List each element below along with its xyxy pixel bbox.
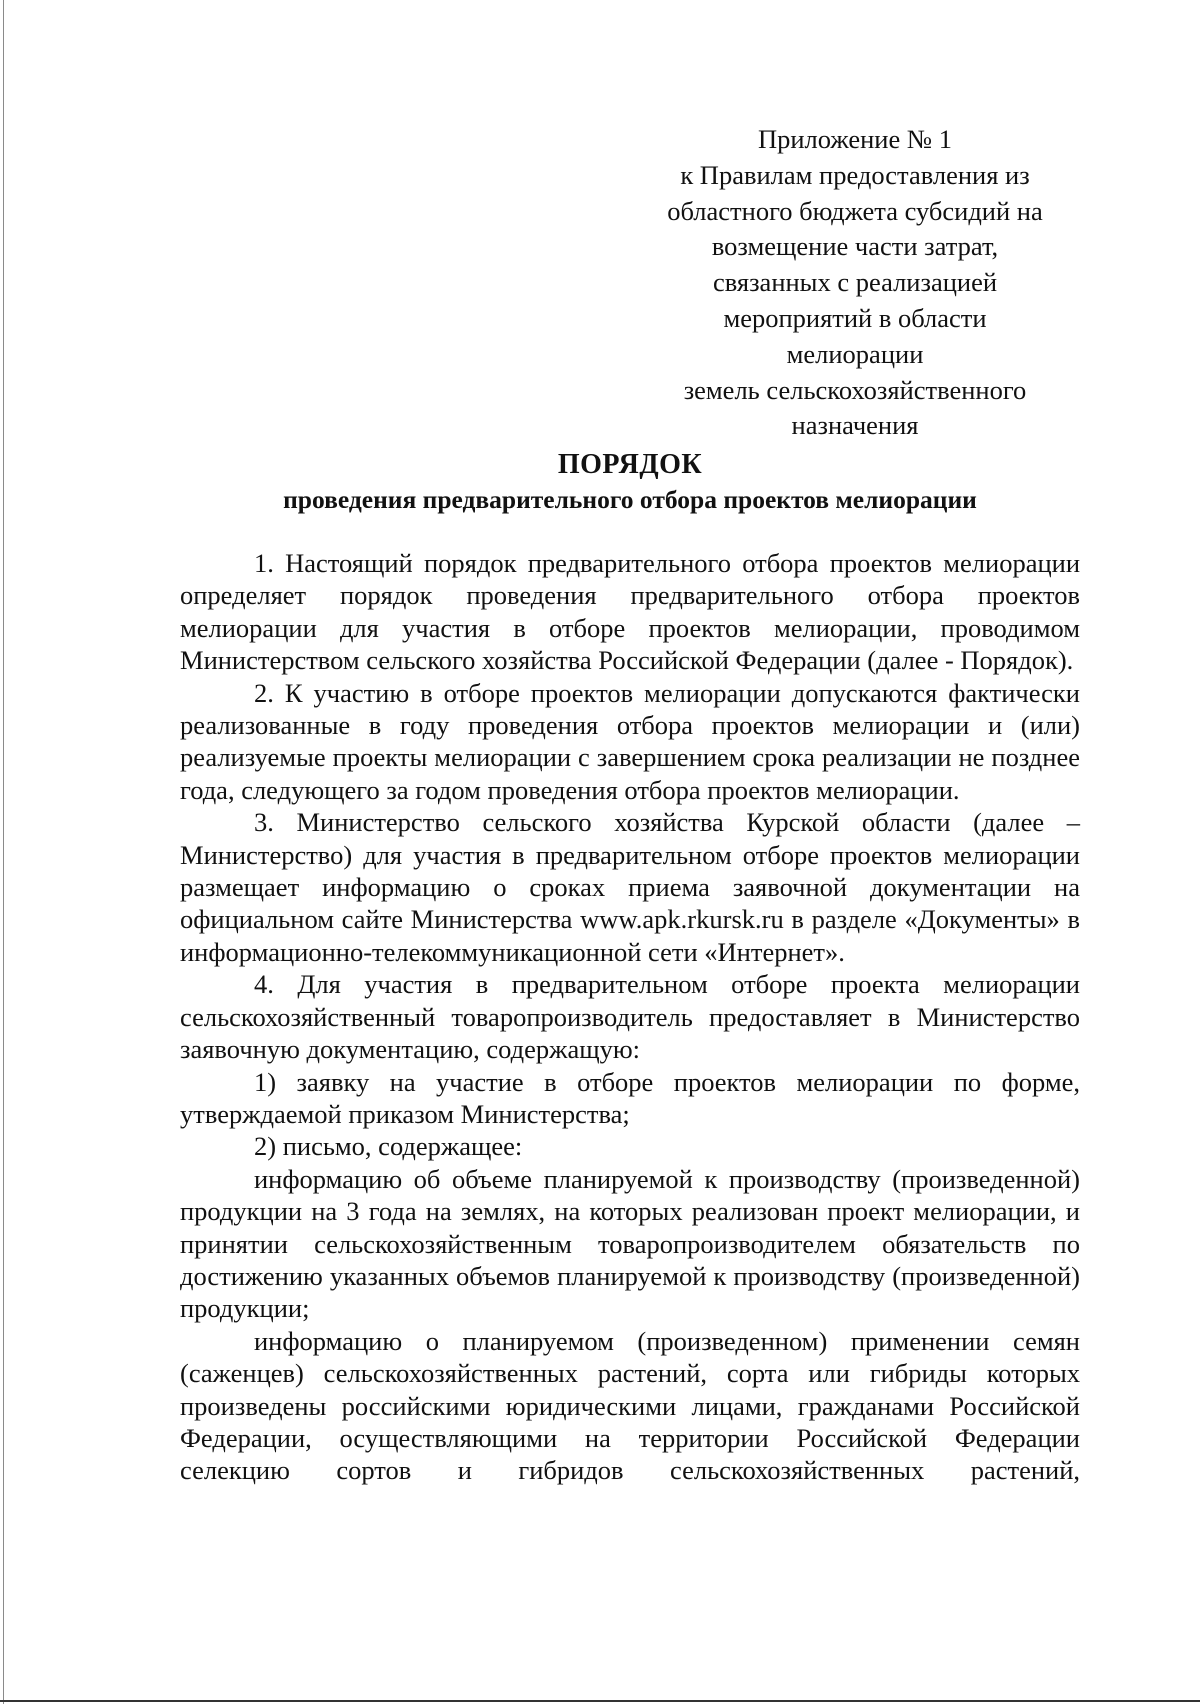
scan-left-edge-line xyxy=(3,0,4,1704)
letter-clause-seeds: информацию о планируемом (произведенном) применении семян (саженцев) сельскохозяйственных растений, сорта или гибриды которых произведены российскими юридическими лицами, гражданами Российской Федерации, осуществляющими на территории Российской Федерации селекцию сортов и гибридов сельскохозяйственных растений, xyxy=(180,1325,1080,1486)
letter-clause-output-volume: информацию об объеме планируемой к производству (произведенной) продукции на 3 года на землях, на которых реализован проект мелиорации, и принятии сельскохозяйственным товаропроизводителем обязательств по достижению указанных объемов планируемой к производству (произведенной) продукции; xyxy=(180,1163,1080,1324)
document-title: ПОРЯДОК xyxy=(557,449,703,480)
paragraph-4-item-1: 1) заявку на участие в отборе проектов мелиорации по форме, утверждаемой приказом Министерства; xyxy=(180,1066,1080,1129)
annex-line: назначения xyxy=(791,410,919,441)
annex-line: мероприятий в области xyxy=(723,302,987,333)
scan-bottom-edge-line xyxy=(0,1700,1200,1702)
document-body xyxy=(180,547,1080,1487)
annex-header xyxy=(635,122,1075,444)
paragraph-4: 4. Для участия в предварительном отборе проекта мелиорации сельскохозяйственный товаропроизводитель предоставляет в Министерство заявочную документацию, содержащую: xyxy=(180,969,1080,1065)
paragraph-1: 1. Настоящий порядок предварительного отбора проектов мелиорации определяет порядок проведения предварительного отбора проектов мелиорации для участия в отборе проектов мелиорации, проводимом Министерством сельского хозяйства Российской Федерации (далее - Порядок). xyxy=(180,548,1080,676)
annex-line: возмещение части затрат, xyxy=(711,231,999,262)
paragraph-3: 3. Министерство сельского хозяйства Курской области (далее – Министерство) для участия в предварительном отборе проектов мелиорации размещает информацию о сроках приема заявочной документации на официальном сайте Министерства www.apk.rkursk.ru в разделе «Документы» в информационно-телекоммуникационной сети «Интернет». xyxy=(180,807,1080,967)
annex-line: к Правилам предоставления из xyxy=(680,159,1030,190)
annex-line: связанных с реализацией xyxy=(712,267,998,298)
document-subtitle: проведения предварительного отбора проектов мелиорации xyxy=(283,485,977,514)
annex-line: мелиорации xyxy=(786,338,924,369)
annex-line: областного бюджета субсидий на xyxy=(667,195,1043,226)
annex-line: Приложение № 1 xyxy=(757,124,952,154)
paragraph-2: 2. К участию в отборе проектов мелиорации допускаются фактически реализованные в году проведения отбора проектов мелиорации и (или) реализуемые проекты мелиорации с завершением срока реализации не позднее года, следующего за годом проведения отбора проектов мелиорации. xyxy=(180,677,1080,805)
paragraph-4-item-2: 2) письмо, содержащее: xyxy=(254,1131,523,1162)
annex-line: земель сельскохозяйственного xyxy=(683,374,1027,405)
